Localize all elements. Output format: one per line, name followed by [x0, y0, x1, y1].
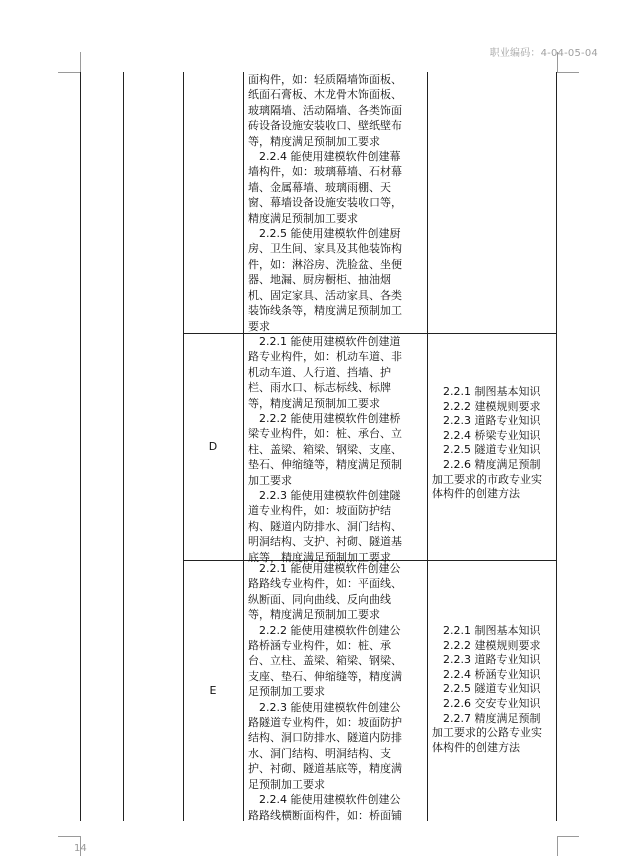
skill-line: 垫石、伸缩缝等，精度满足预制: [248, 458, 402, 472]
knowledge-line: 2.2.5 隧道专业知识: [432, 682, 541, 696]
knowledge-line: 2.2.7 精度满足预制: [432, 711, 541, 725]
skill-line: 装饰线条等，精度满足预制加工: [248, 304, 402, 318]
knowledge-line: 2.2.6 交安专业知识: [432, 696, 541, 710]
skill-line: 面构件，如：轻质隔墙饰面板、: [248, 73, 402, 86]
row-label-d: D: [208, 440, 218, 453]
knowledge-line: 2.2.5 隧道专业知识: [432, 443, 541, 457]
skill-line: 足预制加工要求: [248, 685, 325, 699]
col-line-5: [556, 72, 557, 821]
skill-line: 足预制加工要求: [248, 777, 325, 791]
skill-line: 等，精度满足预制加工要求: [248, 134, 380, 148]
skill-line: 要求: [248, 319, 270, 333]
knowledge-line: 加工要求的公路专业实: [432, 726, 542, 740]
skill-line: 纵断面、同向曲线、反向曲线: [248, 592, 391, 606]
crop-mark-bottom-left-h: [58, 836, 80, 837]
row-label-e: E: [209, 684, 217, 697]
skill-line: 2.2.1 能使用建模软件创建公: [248, 562, 401, 575]
skill-line: 墙构件，如：玻璃幕墙、石材幕: [248, 165, 402, 179]
skill-line: 结构、洞口防排水、隧道内防排: [248, 731, 402, 745]
knowledge-line: 2.2.1 制图基本知识: [432, 385, 541, 398]
skill-line: 路桥涵专业构件，如：桩、承: [248, 639, 391, 653]
skill-line: 等，精度满足预制加工要求: [248, 608, 380, 622]
col-line-4: [427, 72, 428, 821]
skill-line: 路路线横断面构件，如：桥面铺: [248, 808, 402, 822]
row1-skills: [248, 72, 426, 334]
skill-line: 水、洞门结构、明洞结构、支: [248, 746, 391, 760]
skill-line: 器、地漏、厨房橱柜、抽油烟: [248, 273, 391, 287]
knowledge-line: 2.2.3 道路专业知识: [432, 653, 541, 667]
skill-line: 2.2.3 能使用建模软件创建公: [248, 700, 401, 714]
occupation-code: 职业编码：4-04-05-04: [489, 48, 598, 59]
knowledge-line: 加工要求的市政专业实: [432, 472, 542, 486]
skill-line: 窗、幕墙设备设施安装收口等，: [248, 196, 402, 210]
skill-line: 支座、垫石、伸缩缝等，精度满: [248, 669, 402, 683]
row-d-skills: [248, 334, 426, 565]
skill-line: 栏、雨水口、标志标线、标牌: [248, 381, 391, 395]
knowledge-line: 2.2.6 精度满足预制: [432, 457, 541, 471]
skill-line: 台、立柱、盖梁、箱梁、钢梁、: [248, 654, 402, 668]
skill-line: 路专业构件，如：机动车道、非: [248, 350, 402, 364]
col-line-0: [80, 72, 81, 821]
skill-line: 2.2.2 能使用建模软件创建桥: [248, 412, 401, 426]
skill-line: 路路线专业构件，如：平面线、: [248, 577, 402, 591]
skill-line: 路隧道专业构件，如：坡面防护: [248, 716, 402, 730]
knowledge-line: 体构件的创建方法: [432, 740, 520, 754]
row-e-knowledge: [432, 624, 554, 755]
skill-line: 房、卫生间、家具及其他装饰构: [248, 242, 402, 256]
skill-line: 砖设备设施安装收口、壁纸壁布: [248, 119, 402, 133]
crop-mark-top-right-h: [557, 72, 579, 73]
skill-line: 底等，精度满足预制加工要求: [248, 550, 391, 564]
crop-mark-bottom-right-h: [557, 836, 579, 837]
skill-line: 明洞结构、支护、衬砌、隧道基: [248, 535, 402, 549]
skill-line: 构、隧道内防排水、洞门结构、: [248, 519, 402, 533]
skill-line: 机、固定家具、活动家具、各类: [248, 288, 402, 302]
skill-line: 加工要求: [248, 473, 292, 487]
knowledge-line: 体构件的创建方法: [432, 487, 520, 501]
skill-line: 护、衬砌、隧道基底等，精度满: [248, 762, 402, 776]
col-line-3: [243, 72, 244, 821]
knowledge-line: 2.2.4 桥梁专业知识: [432, 428, 541, 442]
crop-mark-top-left-v: [80, 52, 81, 72]
skill-line: 梁专业构件，如：桩、承台、立: [248, 427, 402, 441]
knowledge-line: 2.2.2 建模规则要求: [432, 399, 541, 413]
page-number: 14: [74, 843, 87, 854]
row-e-skills: [248, 561, 426, 823]
skill-line: 等，精度满足预制加工要求: [248, 396, 380, 410]
skill-line: 柱、盖梁、箱梁、钢梁、支座、: [248, 442, 402, 456]
crop-mark-top-left-h: [58, 72, 80, 73]
skill-line: 机动车道、人行道、挡墙、护: [248, 365, 391, 379]
col-line-1: [123, 72, 124, 821]
skill-line: 2.2.4 能使用建模软件创建幕: [248, 150, 401, 164]
knowledge-line: 2.2.2 建模规则要求: [432, 638, 541, 652]
skill-line: 玻璃隔墙、活动隔墙、各类饰面: [248, 103, 402, 117]
skill-line: 件，如：淋浴房、洗脸盆、坐便: [248, 257, 402, 271]
skill-line: 纸面石膏板、木龙骨木饰面板、: [248, 88, 402, 102]
skill-line: 2.2.2 能使用建模软件创建公: [248, 623, 401, 637]
skill-line: 2.2.3 能使用建模软件创建隧: [248, 489, 401, 503]
skill-line: 2.2.4 能使用建模软件创建公: [248, 793, 401, 807]
skill-line: 道专业构件，如：坡面防护结: [248, 504, 391, 518]
knowledge-line: 2.2.1 制图基本知识: [432, 624, 541, 637]
skill-line: 2.2.1 能使用建模软件创建道: [248, 335, 401, 348]
knowledge-line: 2.2.3 道路专业知识: [432, 414, 541, 428]
skill-line: 墙、金属幕墙、玻璃雨棚、天: [248, 180, 391, 194]
row-d-knowledge: [432, 385, 554, 502]
crop-mark-bottom-right-v: [557, 836, 558, 856]
skill-line: 精度满足预制加工要求: [248, 211, 358, 225]
skill-line: 2.2.5 能使用建模软件创建厨: [248, 227, 401, 241]
standards-table: [80, 72, 557, 821]
knowledge-line: 2.2.4 桥涵专业知识: [432, 667, 541, 681]
